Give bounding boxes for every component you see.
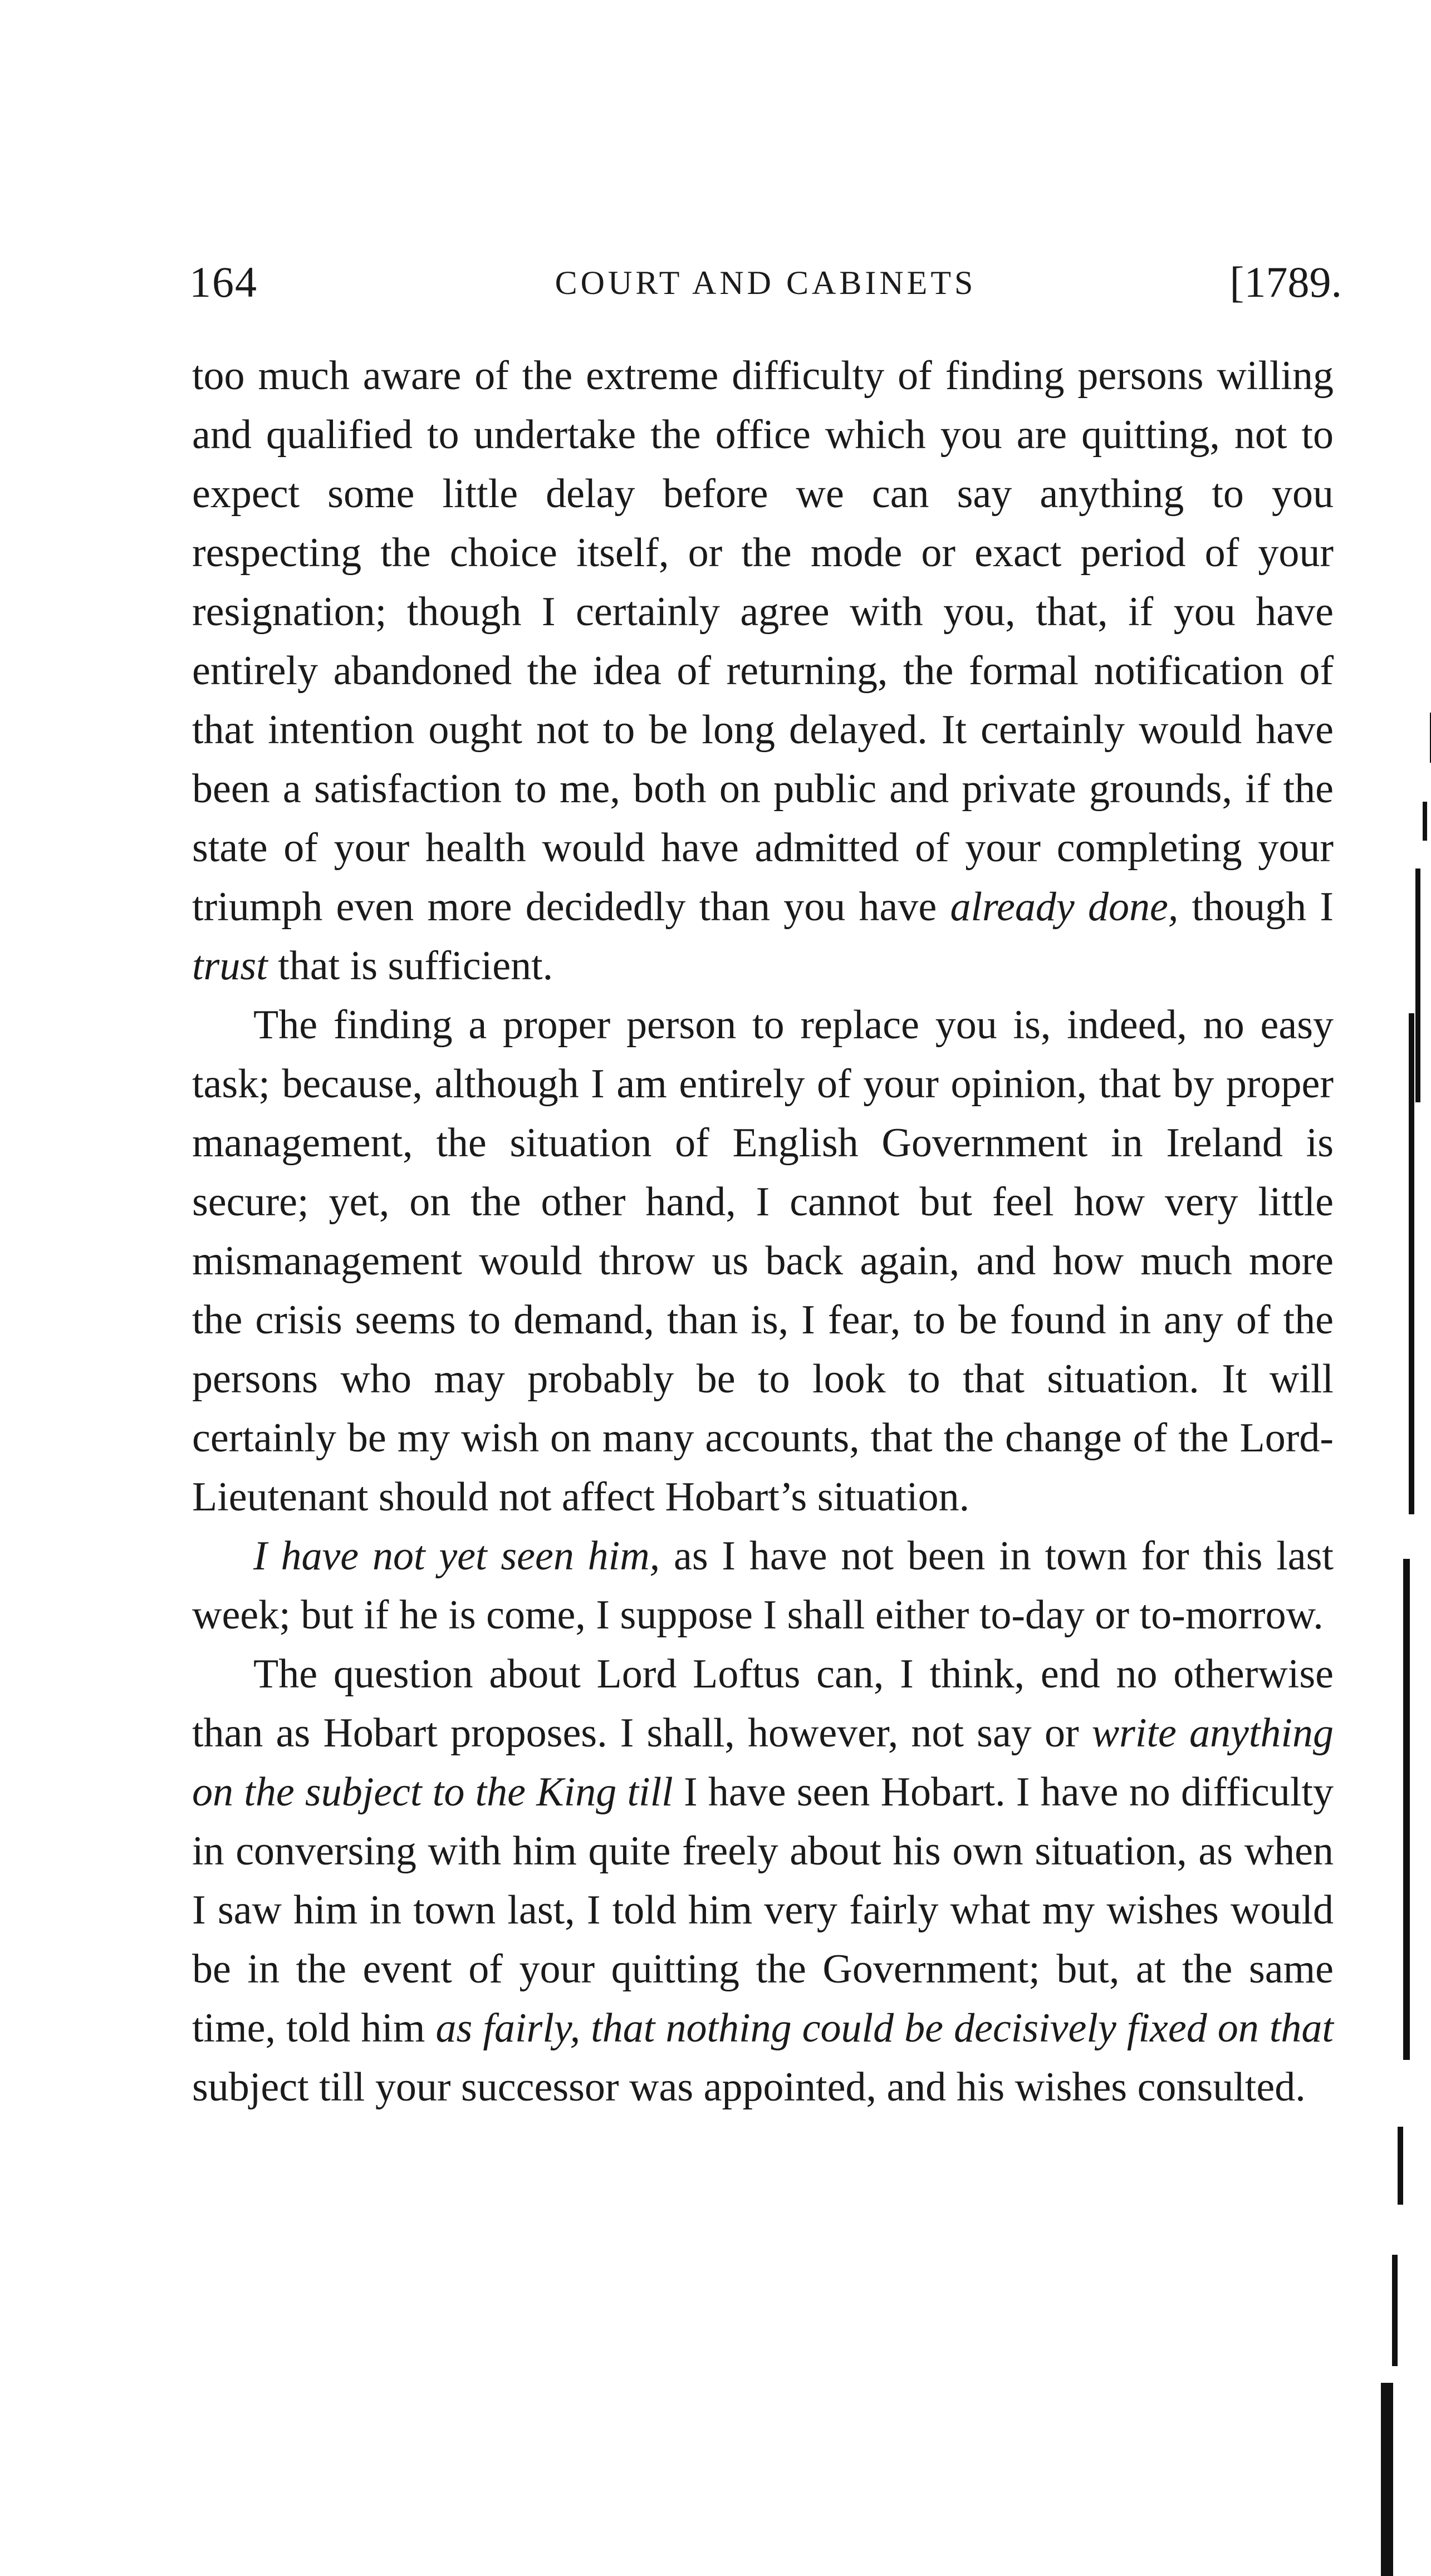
paragraph-italic: I have not yet seen him, [253,1533,660,1579]
scan-edge-mark [1403,1559,1410,2060]
paragraph-2 [192,995,1334,1527]
paragraph-text: The question about Lord Loftus can, I think, end no otherwise than as Hobart proposes. I shall, however, not say or [192,1651,1334,1756]
paragraph-italic: trust [192,943,268,989]
paragraph-italic: as fairly, that nothing could be decisively fixed on that [435,2005,1334,2051]
scan-edge-mark [1415,869,1420,1102]
paragraph-3 [192,1527,1334,1645]
scan-edge-mark [1392,2255,1398,2366]
page-number: 164 [189,258,258,306]
scan-edge-mark [1381,2383,1393,2576]
running-title: COURT AND CABINETS [555,264,977,301]
paragraph-text: I have seen Hobart. I have no difficulty in conversing with him quite freely about his own situation, as when I saw him in town last, I told him very fairly what my wishes would be in the event of your quitting the Government; but, at the same time, told him [192,1769,1334,2051]
running-head [189,257,1342,307]
scan-edge-mark [1409,1013,1414,1514]
scan-edge-mark [1398,2127,1403,2205]
paragraph-text: The finding a proper person to replace you is, indeed, no easy task; because, although I am entirely of your opinion, that by proper management, the situation of English Government in Ireland is secure; yet, on the other hand, I cannot but feel how very little mismanagement would throw us back again, and how much more the crisis seems to demand, than is, I fear, to be found in any of the persons who may probably be to look to that situation. It will certainly be my wish on many accounts, that the change of the Lord-Lieutenant should not affect Hobart’s situation. [192,1002,1334,1520]
paragraph-text: subject till your successor was appointed, and his wishes consulted. [192,2064,1306,2110]
body-text [192,346,1334,2117]
paragraph-text: though I [1178,884,1334,930]
paragraph-text: that is sufficient. [267,943,553,989]
scan-edge-mark [1423,802,1427,841]
paragraph-4 [192,1645,1334,2117]
paragraph-text: as I have not been in town for this last week; but if he is come, I suppose I shall either to-day or to-morrow. [192,1533,1334,1638]
paragraph-italic: already done, [950,884,1179,930]
paragraph-italic: write anything on the subject to the King till [192,1710,1334,1815]
paragraph-text: too much aware of the extreme difficulty of finding persons willing and qualified to undertake the office which you are quitting, not to expect some little delay before we can say anything to you respecting the choice itself, or the mode or exact period of your resignation; though I certainly agree with you, that, if you have entirely abandoned the idea of returning, the formal notification of that intention ought not to be long delayed. It certainly would have been a satisfaction to me, both on public and private grounds, if the state of your health would have admitted of your completing your triumph even more decidedly than you have [192,353,1334,930]
paragraph-1 [192,346,1334,995]
running-year: [1789. [1229,258,1342,306]
